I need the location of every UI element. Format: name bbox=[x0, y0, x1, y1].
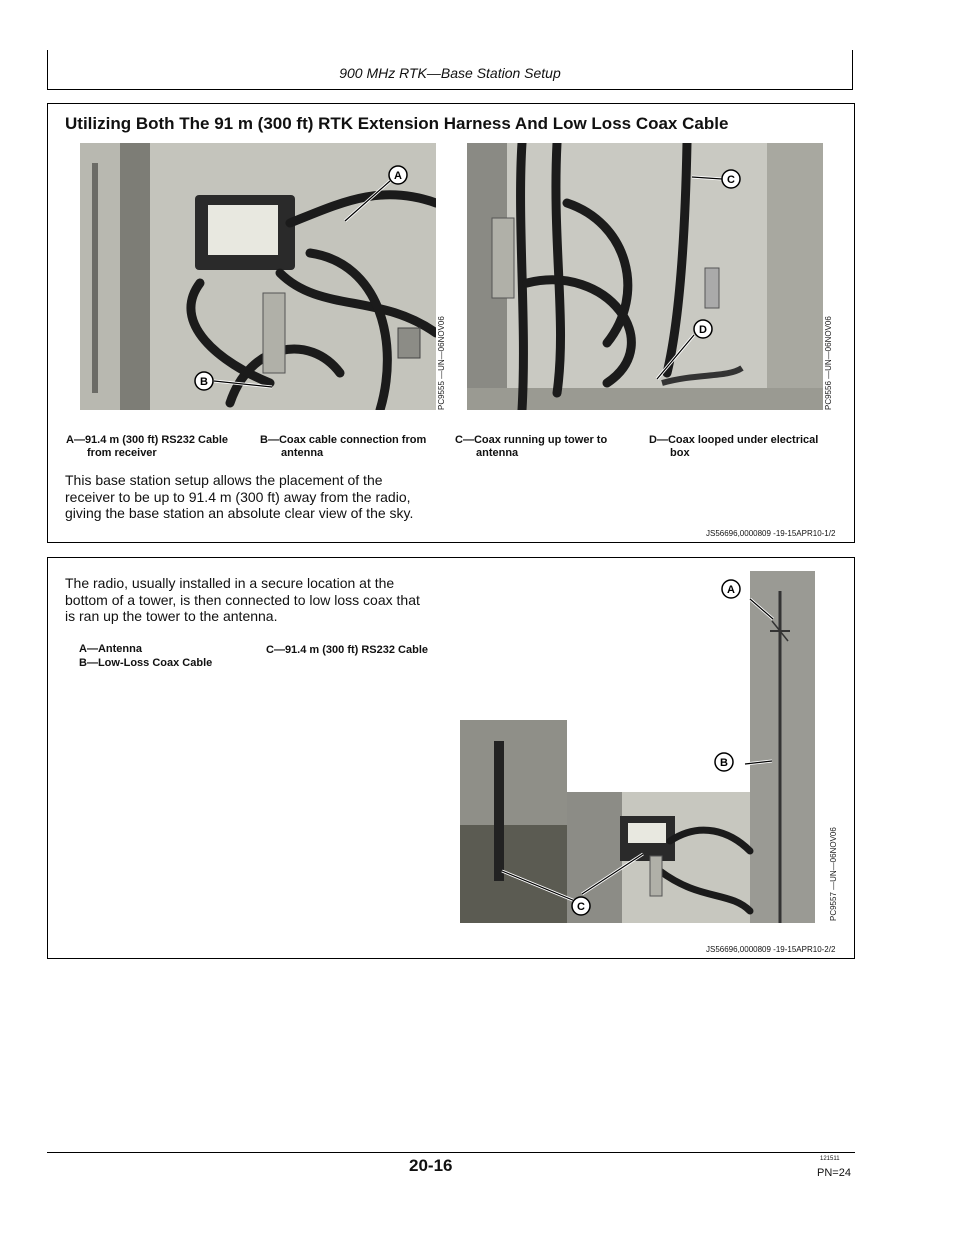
footer-pn: PN=24 bbox=[817, 1167, 851, 1179]
legend-item-c: C—Coax running up tower to antenna bbox=[455, 434, 608, 459]
callout-c: C bbox=[577, 901, 585, 913]
callout-d: D bbox=[699, 324, 707, 336]
section1-paragraph: This base station setup allows the placement of the receiver to be up to 91.4 m (300 ft) away from the radio, giving the base station an absolute clear view of the sky. bbox=[65, 472, 414, 521]
section1-ref-code: JS56696,0000809 -19-15APR10-1/2 bbox=[706, 529, 836, 538]
running-header-title: 900 MHz RTK—Base Station Setup bbox=[339, 65, 561, 81]
legend-item-antenna: A—Antenna bbox=[79, 643, 142, 655]
photo-code-composite: PC9557 —UN—06NOV06 bbox=[829, 827, 838, 921]
photo-receiver-box-illustration bbox=[80, 143, 436, 410]
running-header bbox=[47, 50, 853, 90]
photo-tower-composite-illustration bbox=[460, 571, 815, 923]
section-heading: Utilizing Both The 91 m (300 ft) RTK Extension Harness And Low Loss Coax Cable bbox=[65, 114, 729, 133]
photo-code-left: PC9555 —UN—06NOV06 bbox=[437, 316, 446, 410]
section2-ref-code: JS56696,0000809 -19-15APR10-2/2 bbox=[706, 945, 836, 954]
callout-a: A bbox=[394, 170, 402, 182]
legend-item-a: A—91.4 m (300 ft) RS232 Cable from receiver bbox=[66, 434, 229, 459]
legend-item-rs232: C—91.4 m (300 ft) RS232 Cable bbox=[266, 644, 429, 656]
footer-code: 121511 bbox=[820, 1156, 840, 1162]
footer-rule bbox=[47, 1152, 855, 1153]
legend-section1 bbox=[66, 434, 846, 464]
legend-item-d: D—Coax looped under electrical box bbox=[649, 434, 819, 459]
section2-paragraph: The radio, usually installed in a secure location at the bottom of a tower, is then connected to low loss coax that is ran up the tower to the antenna. bbox=[65, 575, 420, 624]
legend-item-b: B—Coax cable connection from antenna bbox=[260, 434, 427, 459]
photo-tower-coax bbox=[467, 143, 823, 410]
photo-tower-composite bbox=[460, 571, 815, 923]
callout-b: B bbox=[720, 757, 728, 769]
page-number: 20-16 bbox=[409, 1156, 453, 1175]
legend-section2-left bbox=[79, 643, 279, 673]
callout-a: A bbox=[727, 584, 735, 596]
section-extension-harness bbox=[47, 103, 855, 543]
photo-receiver-box bbox=[80, 143, 436, 410]
photo-tower-coax-illustration bbox=[467, 143, 823, 410]
photo-code-right: PC9556 —UN—06NOV06 bbox=[824, 316, 833, 410]
section-tower-coax bbox=[47, 557, 855, 959]
callout-c: C bbox=[727, 174, 735, 186]
callout-b: B bbox=[200, 376, 208, 388]
legend-item-coax: B—Low-Loss Coax Cable bbox=[79, 657, 213, 669]
